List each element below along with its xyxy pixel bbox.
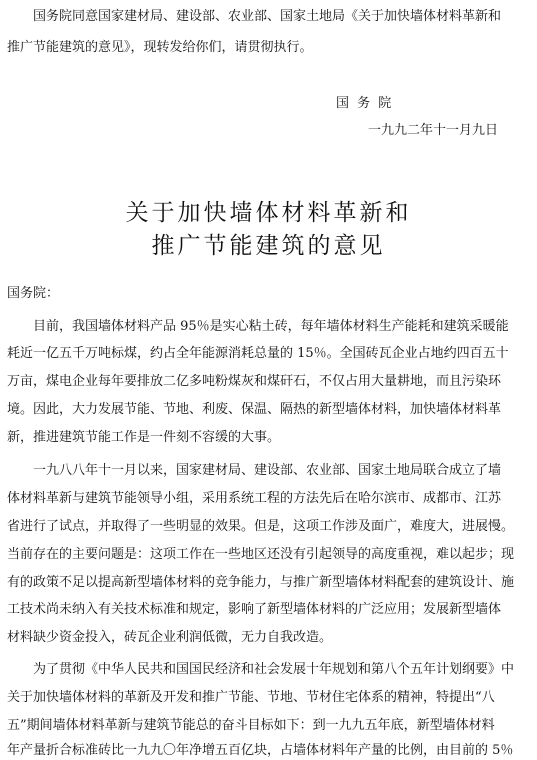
body-line: 耗近一亿五千万吨标煤，约占全年能源消耗总量的 15％。全国砖瓦企业占地约四百五十 xyxy=(7,346,509,361)
body-line: 万亩，煤电企业每年要排放二亿多吨粉煤灰和煤矸石，不仅占用大量耕地，而且污染环 xyxy=(7,374,502,389)
notice-line: 国务院同意国家建材局、建设部、农业部、国家土地局《关于加快墙体材料革新和 xyxy=(33,9,502,24)
body-line: 五”期间墙体材料革新与建筑节能总的奋斗目标如下：到一九九五年底，新型墙体材料 xyxy=(7,718,495,733)
notice-line: 推广节能建筑的意见》，现转发给你们，请贯彻执行。 xyxy=(7,40,313,55)
body-line: 工技术尚未纳入有关技术标准和规定，影响了新型墙体材料的广泛应用；发展新型墙体 xyxy=(7,602,502,617)
body-line: 当前存在的主要问题是：这项工作在一些地区还没有引起领导的高度重视，难以起步；现 xyxy=(7,547,515,562)
body-line: 一九八八年十一月以来，国家建材局、建设部、农业部、国家土地局联合成立了墙 xyxy=(33,463,502,478)
title-line: 关于加快墙体材料革新和 xyxy=(125,200,412,226)
issuer: 国 务 院 xyxy=(336,96,394,111)
body-line: 为了贯彻《中华人民共和国国民经济和社会发展十年规划和第八个五年计划纲要》中 xyxy=(33,662,515,677)
body-line: 年产量折合标准砖比一九九〇年净增五百亿块，占墙体材料年产量的比例，由目前的 5％ xyxy=(7,743,514,758)
body-line: 体材料革新与建筑节能领导小组，采用系统工程的方法先后在哈尔滨市、成都市、江苏 xyxy=(7,491,502,506)
body-line: 材料缺少资金投入，砖瓦企业利润低微，无力自我改造。 xyxy=(7,630,333,645)
body-line: 目前，我国墙体材料产品 95％是实心粘土砖，每年墙体材料生产能耗和建筑采暖能 xyxy=(33,319,509,334)
body-line: 省进行了试点，并取得了一些明显的效果。但是，这项工作涉及面广，难度大，进展慢。 xyxy=(7,519,515,534)
body-line: 有的政策不足以提高新型墙体材料的竞争能力，与推广新型墙体材料配套的建筑设计、施 xyxy=(7,575,515,590)
body-line: 关于加快墙体材料的革新及开发和推广节能、节地、节材住宅体系的精神，特提出“八 xyxy=(7,690,495,705)
title-line: 推广节能建筑的意见 xyxy=(151,233,386,259)
salutation: 国务院： xyxy=(7,286,60,301)
issue-date: 一九九二年十一月九日 xyxy=(368,123,499,138)
body-line: 境。因此，大力发展节能、节地、利废、保温、隔热的新型墙体材料，加快墙体材料革 xyxy=(7,402,502,417)
body-line: 新，推进建筑节能工作是一件刻不容缓的大事。 xyxy=(7,430,281,445)
